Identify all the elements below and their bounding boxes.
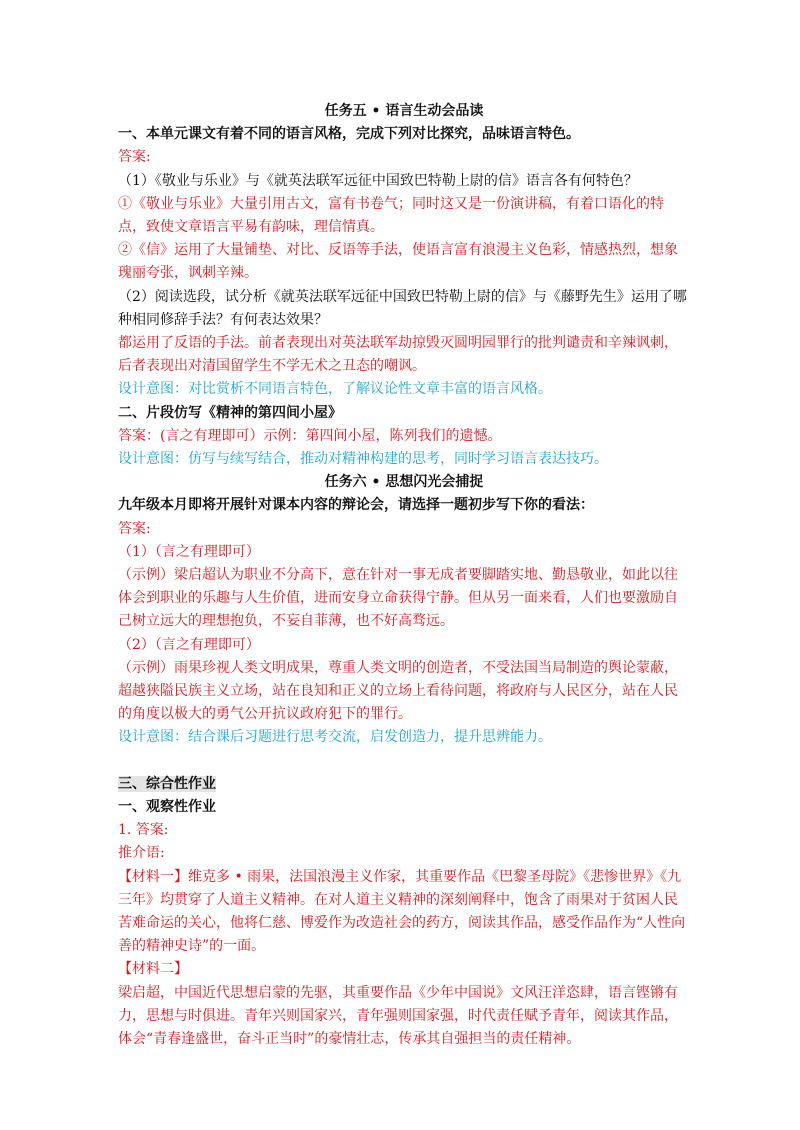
part3-item-1: 1. 答案: — [118, 822, 169, 839]
task5-sub1-answer-2: ②《信》运用了大量铺垫、对比、反语等手法，使语言富有浪漫主义色彩，情感热烈，想象瑰丽夸张，讽刺辛辣。 — [118, 242, 678, 282]
material-2-text: 梁启超，中国近代思想启蒙的先驱，其重要作品《少年中国说》文风汪洋恣肆，语言铿锵有力，思想与时俱进。青年兴则国家兴，青年强则国家强，时代责任赋予青年，阅读其作品，体会“青春逢盛世，奋斗正当时”的豪情壮志，传承其自强担当的责任精神。 — [118, 984, 678, 1047]
task6-answer-label: 答案: — [118, 520, 151, 537]
section-spacer — [118, 750, 690, 773]
task6-title: 任务六 • 思想闪光会捕捉 — [324, 474, 484, 491]
task6-answer-1-label: （1）（言之有理即可） — [118, 543, 260, 560]
task5-answer-label: 答案: — [118, 149, 151, 166]
material-1 — [118, 866, 690, 959]
task5-question-2: 二、片段仿写《精神的第四间小屋》 — [118, 404, 342, 421]
task5-sub2-question: （2）阅读选段，试分析《就英法联军远征中国致巴特勒上尉的信》与《藤野先生》运用了哪种相同修辞手法？有何表达效果？ — [118, 288, 687, 328]
task5-title: 任务五 • 语言生动会品读 — [324, 103, 484, 119]
task6-answer-2-label: （2）（言之有理即可） — [118, 636, 260, 653]
material-2-label: 【材料二】 — [118, 961, 188, 978]
task5-question-1: 一、本单元课文有着不同的语言风格，完成下列对比探究，品味语言特色。 — [118, 126, 580, 143]
material-1-text: 维克多 • 雨果，法国浪漫主义作家，其重要作品《巴黎圣母院》《悲惨世界》《九三年》均贯穿了人道主义精神。在对人道主义精神的深刻阐释中，饱含了雨果对于贫困人民苦难命运的关心，他将仁慈、博爱作为改造社会的药方，阅读其作品，感受作品作为“人性向善的精神史诗”的一面。 — [118, 868, 686, 955]
part3-heading-text: 三、综合性作业 — [118, 775, 216, 792]
task5-sub2-answer: 都运用了反语的手法。前者表现出对英法联军劫掠毁灭圆明园罪行的批判谴责和辛辣讽刺，后者表现出对清国留学生不学无术之丑态的嘲讽。 — [118, 335, 678, 375]
material-1-label: 【材料一】 — [118, 868, 188, 885]
part3-intro-label: 推介语: — [118, 845, 165, 862]
task6-answer-1-text: （示例）梁启超认为职业不分高下，意在针对一事无成者要脚踏实地、勤恳敬业，如此以往体会到职业的乐趣与人生价值，进而安身立命获得宁静。但从另一面来看，人们也要激励自己树立远大的理想抱负，不妄自菲薄，也不好高骛远。 — [118, 567, 678, 630]
task5-design-note-1: 设计意图：对比赏析不同语言特色，了解议论性文章丰富的语言风格。 — [118, 381, 552, 398]
document-body — [118, 100, 690, 1051]
task5-sub1-question: （1）《敬业与乐业》与《就英法联军远征中国致巴特勒上尉的信》语言各有何特色？ — [118, 172, 638, 189]
task5-question-2-answer: 答案：(言之有理即可）示例：第四间小屋，陈列我们的遗憾。 — [118, 427, 502, 444]
task6-answer-2-text: （示例）雨果珍视人类文明成果，尊重人类文明的创造者，不受法国当局制造的舆论蒙蔽，超越狭隘民族主义立场，站在良知和正义的立场上看待问题，将政府与人民区分，站在人民的角度以极大的勇气公开抗议政府犯下的罪行。 — [118, 659, 678, 723]
part3-sub-heading: 一、观察性作业 — [118, 798, 216, 815]
task5-sub1-answer-1: ①《敬业与乐业》大量引用古文，富有书卷气；同时这又是一份演讲稿，有着口语化的特点，致使文章语言平易有韵味，理信情真。 — [118, 195, 664, 236]
task6-intro: 九年级本月即将开展针对课本内容的辩论会，请选择一题初步写下你的看法： — [118, 497, 594, 514]
task5-design-note-2: 设计意图：仿写与续写结合，推动对精神构建的思考，同时学习语言表达技巧。 — [118, 451, 608, 468]
part3-heading — [118, 773, 690, 796]
task6-design-note: 设计意图：结合课后习题进行思考交流，启发创造力，提升思辨能力。 — [118, 729, 552, 746]
